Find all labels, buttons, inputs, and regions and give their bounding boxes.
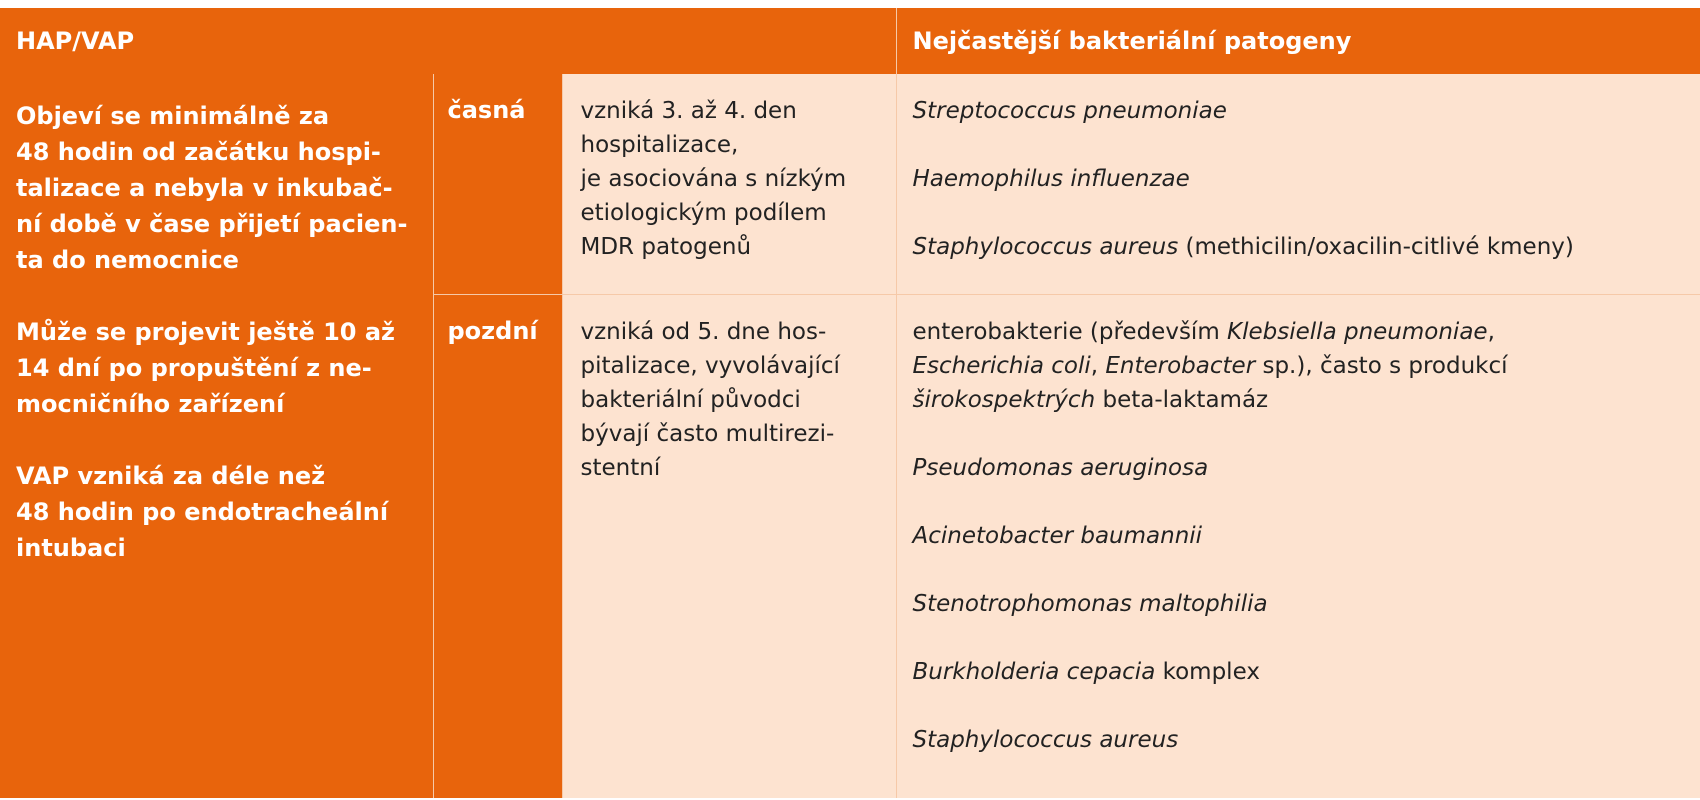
header-hap-vap: HAP/VAP (0, 8, 896, 74)
pathogen-name: Streptococcus pneumoniae (912, 98, 1227, 124)
pathogen-name: Stenotrophomonas maltophilia (912, 590, 1268, 617)
pathogen-name: Klebsiella pneumoniae (1227, 318, 1488, 345)
note-line: je asociována s nízkým (580, 166, 847, 192)
pathogen-name: Escherichia coli (912, 352, 1091, 379)
hap-vap-description (0, 74, 433, 798)
note-line: etiologickým podílem (580, 200, 827, 226)
pathogen-name: Staphylococcus aureus (912, 726, 1179, 753)
description-paragraph-3 (16, 458, 421, 566)
description-line: VAP vzniká za déle než (16, 462, 326, 490)
description-line: 48 hodin od začátku hospi- (16, 138, 381, 166)
description-line: Může se projevit ještě 10 až (16, 318, 396, 346)
pathogen-text: , (1487, 318, 1495, 345)
pathogen-name: Pseudomonas aeruginosa (912, 454, 1209, 481)
pathogen-name: Burkholderia cepacia (912, 658, 1156, 685)
pathogen-item (913, 587, 1691, 621)
description-line: ní době v čase přijetí pacien- (16, 210, 408, 238)
pathogen-name: Staphylococcus aureus (912, 234, 1179, 260)
note-line: bakteriální původci (580, 386, 801, 413)
note-line: pitalizace, vyvolávající (580, 352, 840, 379)
table-header-row (0, 8, 1700, 74)
pathogen-name: Acinetobacter baumannii (912, 522, 1203, 549)
pathogen-name: Enterobacter (1105, 352, 1256, 379)
early-pathogens (896, 74, 1700, 294)
pathogen-text: sp.), často s produkcí (1255, 352, 1508, 379)
pathogen-item (913, 315, 1691, 417)
description-line: Objeví se minimálně za (16, 102, 330, 130)
pathogen-name: širokospektrých (912, 386, 1096, 413)
pathogen-table (0, 8, 1700, 798)
pathogen-item (913, 655, 1691, 689)
description-line: mocničního zařízení (16, 390, 285, 418)
pathogen-note: (methicilin/oxacilin-citlivé kmeny) (1178, 234, 1574, 260)
pathogen-item (913, 451, 1691, 485)
pathogen-note: komplex (1155, 658, 1260, 685)
late-pathogens (896, 294, 1700, 798)
note-line: bývají často multirezi- (580, 420, 835, 447)
pathogen-item (913, 94, 1691, 128)
note-line: vzniká 3. až 4. den (580, 98, 797, 124)
pathogen-item (913, 519, 1691, 553)
pathogen-name: Haemophilus influenzae (912, 166, 1190, 192)
pathogen-item (913, 162, 1691, 196)
pathogen-item (913, 230, 1691, 264)
phase-label-early: časná (433, 74, 562, 294)
description-line: talizace a nebyla v inkubač- (16, 174, 393, 202)
description-line: ta do nemocnice (16, 246, 239, 274)
early-note (562, 74, 896, 294)
pathogen-item (913, 723, 1691, 757)
pathogen-text: beta-laktamáz (1095, 386, 1269, 413)
description-line: 14 dní po propuštění z ne- (16, 354, 372, 382)
note-line: stentní (580, 454, 661, 481)
header-pathogens: Nejčastější bakteriální patogeny (896, 8, 1700, 74)
description-paragraph-2 (16, 314, 421, 422)
note-line: MDR patogenů (580, 234, 752, 260)
note-line: vzniká od 5. dne hos- (580, 318, 827, 345)
late-note (562, 294, 896, 798)
table-row-early (0, 74, 1700, 294)
description-line: intubaci (16, 534, 126, 562)
description-line: 48 hodin po endotracheální (16, 498, 389, 526)
phase-label-late: pozdní (433, 294, 562, 798)
pathogen-table-container (0, 8, 1700, 800)
note-line: hospitalizace, (580, 132, 739, 158)
pathogen-text: , (1090, 352, 1106, 379)
description-paragraph-1 (16, 98, 421, 278)
pathogen-text: enterobakterie (především (912, 318, 1228, 345)
